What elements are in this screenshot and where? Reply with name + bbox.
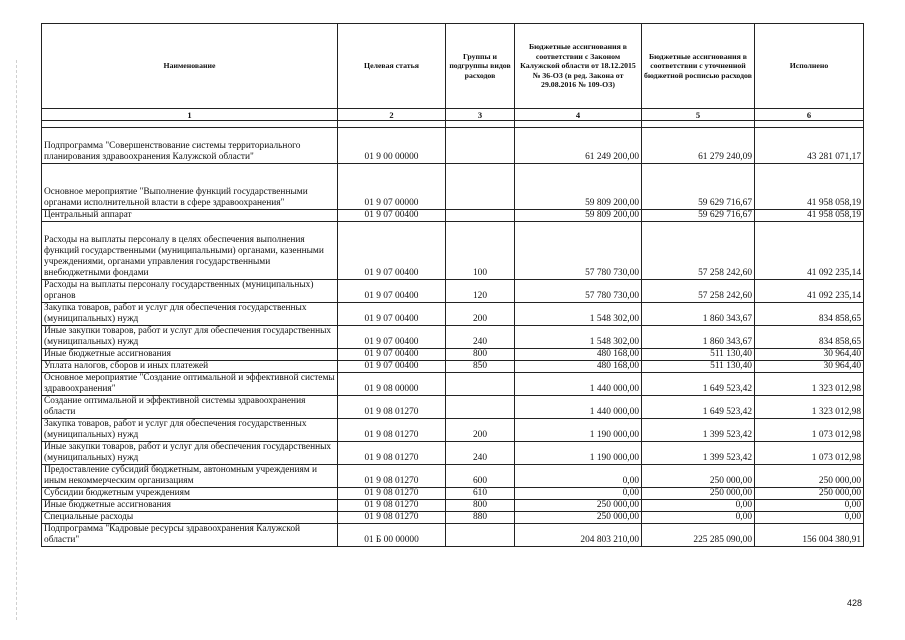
row-target-code: 01 9 08 01270 [338,419,446,442]
table-row [42,164,864,210]
row-executed-amount: 250 000,00 [755,465,864,488]
row-law-amount: 61 249 200,00 [515,128,642,164]
col-refined-header: Бюджетные ассигнования в соответствии с уточненной бюджетной росписью расходов [642,24,755,109]
row-target-code: 01 9 07 00400 [338,210,446,222]
table-row [42,396,864,419]
col-number: 4 [515,109,642,121]
row-law-amount: 1 548 302,00 [515,326,642,349]
row-name: Иные закупки товаров, работ и услуг для обеспечения государственных (муниципальных) нужд [42,326,338,349]
row-name: Центральный аппарат [42,210,338,222]
row-target-code: 01 9 08 01270 [338,465,446,488]
row-name: Основное мероприятие "Создание оптимальной и эффективной системы здравоохранения" [42,373,338,396]
row-target-code: 01 9 07 00000 [338,164,446,210]
row-law-amount: 1 548 302,00 [515,303,642,326]
row-expense-group: 600 [446,465,515,488]
row-expense-group [446,373,515,396]
table-row [42,373,864,396]
col-groups-header: Группы и подгруппы видов расходов [446,24,515,109]
table-row [42,512,864,524]
table-row [42,210,864,222]
row-refined-amount: 511 130,40 [642,361,755,373]
scan-edge [16,60,18,620]
row-executed-amount: 1 073 012,98 [755,419,864,442]
table-row [42,465,864,488]
row-expense-group: 200 [446,303,515,326]
row-name: Иные закупки товаров, работ и услуг для обеспечения государственных (муниципальных) нужд [42,442,338,465]
row-expense-group: 100 [446,222,515,280]
row-expense-group: 120 [446,280,515,303]
row-expense-group: 200 [446,419,515,442]
row-expense-group: 850 [446,361,515,373]
row-refined-amount: 59 629 716,67 [642,210,755,222]
row-expense-group: 610 [446,488,515,500]
row-law-amount: 480 168,00 [515,349,642,361]
table-row [42,488,864,500]
row-target-code: 01 9 07 00400 [338,326,446,349]
row-refined-amount: 225 285 090,00 [642,524,755,547]
row-name: Уплата налогов, сборов и иных платежей [42,361,338,373]
row-executed-amount: 43 281 071,17 [755,128,864,164]
col-number: 2 [338,109,446,121]
row-refined-amount: 1 860 343,67 [642,303,755,326]
table-row [42,349,864,361]
col-number: 5 [642,109,755,121]
row-executed-amount: 250 000,00 [755,488,864,500]
row-expense-group [446,164,515,210]
row-refined-amount: 1 649 523,42 [642,396,755,419]
row-executed-amount: 30 964,40 [755,361,864,373]
row-name: Иные бюджетные ассигнования [42,349,338,361]
table-row [42,361,864,373]
row-expense-group [446,524,515,547]
row-law-amount: 57 780 730,00 [515,222,642,280]
row-target-code: 01 9 07 00400 [338,222,446,280]
row-law-amount: 480 168,00 [515,361,642,373]
row-target-code: 01 9 07 00400 [338,361,446,373]
row-target-code: 01 9 08 00000 [338,373,446,396]
table-row [42,442,864,465]
row-name: Закупка товаров, работ и услуг для обеспечения государственных (муниципальных) нужд [42,303,338,326]
row-law-amount: 57 780 730,00 [515,280,642,303]
row-expense-group [446,210,515,222]
row-expense-group: 800 [446,349,515,361]
row-target-code: 01 9 08 01270 [338,512,446,524]
row-law-amount: 59 809 200,00 [515,210,642,222]
col-name-header: Наименование [42,24,338,109]
row-name: Подпрограмма "Кадровые ресурсы здравоохранения Калужской области" [42,524,338,547]
row-expense-group [446,128,515,164]
row-law-amount: 250 000,00 [515,512,642,524]
row-refined-amount: 511 130,40 [642,349,755,361]
row-target-code: 01 9 07 00400 [338,280,446,303]
row-refined-amount: 1 399 523,42 [642,419,755,442]
row-refined-amount: 1 399 523,42 [642,442,755,465]
row-law-amount: 250 000,00 [515,500,642,512]
row-law-amount: 1 190 000,00 [515,419,642,442]
row-executed-amount: 834 858,65 [755,303,864,326]
row-refined-amount: 57 258 242,60 [642,280,755,303]
row-refined-amount: 250 000,00 [642,488,755,500]
row-target-code: 01 Б 00 00000 [338,524,446,547]
row-target-code: 01 9 08 01270 [338,442,446,465]
row-name: Предоставление субсидий бюджетным, автономным учреждениям и иным некоммерческим организациям [42,465,338,488]
col-number: 3 [446,109,515,121]
row-expense-group: 800 [446,500,515,512]
row-executed-amount: 156 004 380,91 [755,524,864,547]
row-refined-amount: 59 629 716,67 [642,164,755,210]
row-target-code: 01 9 08 01270 [338,488,446,500]
table-row [42,524,864,547]
row-refined-amount: 0,00 [642,512,755,524]
row-law-amount: 204 803 210,00 [515,524,642,547]
table-row [42,303,864,326]
table-row [42,128,864,164]
col-number: 6 [755,109,864,121]
spacer-row [42,121,864,128]
row-law-amount: 0,00 [515,465,642,488]
row-expense-group [446,396,515,419]
row-executed-amount: 41 092 235,14 [755,280,864,303]
table-row [42,280,864,303]
row-refined-amount: 0,00 [642,500,755,512]
row-target-code: 01 9 00 00000 [338,128,446,164]
row-target-code: 01 9 08 01270 [338,500,446,512]
row-law-amount: 1 190 000,00 [515,442,642,465]
table-row [42,326,864,349]
col-target-header: Целевая статья [338,24,446,109]
row-refined-amount: 61 279 240,09 [642,128,755,164]
row-name: Расходы на выплаты персоналу в целях обеспечения выполнения функций государственными (муниципальными) органами, казенными учреждениями, органами управления государственными внебюджетными фондами [42,222,338,280]
row-executed-amount: 0,00 [755,500,864,512]
row-name: Закупка товаров, работ и услуг для обеспечения государственных (муниципальных) нужд [42,419,338,442]
column-number-row [42,109,864,121]
row-target-code: 01 9 08 01270 [338,396,446,419]
table-row [42,222,864,280]
table-row [42,419,864,442]
row-executed-amount: 1 323 012,98 [755,396,864,419]
row-expense-group: 880 [446,512,515,524]
row-executed-amount: 41 958 058,19 [755,210,864,222]
row-executed-amount: 1 323 012,98 [755,373,864,396]
row-executed-amount: 0,00 [755,512,864,524]
budget-table [41,23,864,547]
row-law-amount: 1 440 000,00 [515,373,642,396]
header-row [42,24,864,109]
col-done-header: Исполнено [755,24,864,109]
row-refined-amount: 1 860 343,67 [642,326,755,349]
row-refined-amount: 57 258 242,60 [642,222,755,280]
row-executed-amount: 30 964,40 [755,349,864,361]
row-law-amount: 0,00 [515,488,642,500]
col-law-header: Бюджетные ассигнования в соответствии с Законом Калужской области от 18.12.2015 № 36-ОЗ (в ред. Закона от 29.08.2016 № 109-ОЗ) [515,24,642,109]
row-law-amount: 59 809 200,00 [515,164,642,210]
row-name: Субсидии бюджетным учреждениям [42,488,338,500]
row-name: Создание оптимальной и эффективной системы здравоохранения области [42,396,338,419]
row-refined-amount: 250 000,00 [642,465,755,488]
row-name: Основное мероприятие "Выполнение функций государственными органами исполнительной власти в сфере здравоохранения" [42,164,338,210]
row-law-amount: 1 440 000,00 [515,396,642,419]
row-expense-group: 240 [446,442,515,465]
row-executed-amount: 41 092 235,14 [755,222,864,280]
row-executed-amount: 1 073 012,98 [755,442,864,465]
row-name: Специальные расходы [42,512,338,524]
row-name: Иные бюджетные ассигнования [42,500,338,512]
row-target-code: 01 9 07 00400 [338,303,446,326]
row-executed-amount: 834 858,65 [755,326,864,349]
row-name: Подпрограмма "Совершенствование системы территориального планирования здравоохранения Калужской области" [42,128,338,164]
page-number: 428 [847,598,863,608]
col-number: 1 [42,109,338,121]
row-target-code: 01 9 07 00400 [338,349,446,361]
row-expense-group: 240 [446,326,515,349]
row-refined-amount: 1 649 523,42 [642,373,755,396]
row-executed-amount: 41 958 058,19 [755,164,864,210]
row-name: Расходы на выплаты персоналу государственных (муниципальных) органов [42,280,338,303]
table-row [42,500,864,512]
